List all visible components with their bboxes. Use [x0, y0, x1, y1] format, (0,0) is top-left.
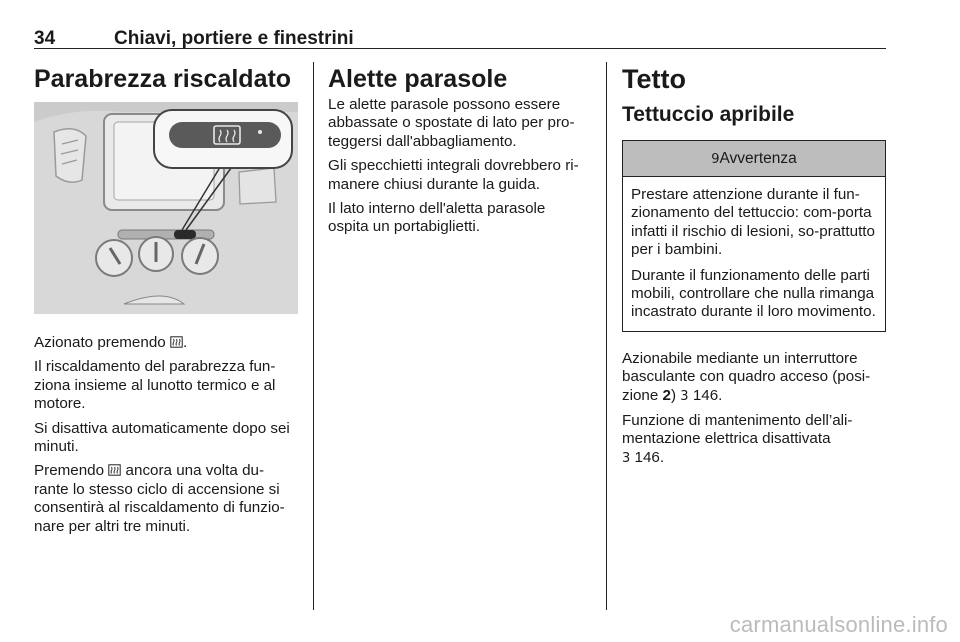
section-title-heated-windscreen: Parabrezza riscaldato: [34, 65, 292, 93]
paragraph-visors: Le alette parasole possono essere abbassate o spostate di lato per pro-teggersi dall'abbagliamento.: [328, 96, 575, 150]
warning-label: Avvertenza: [719, 150, 797, 167]
warning-body: [623, 177, 885, 331]
subsection-title-sunroof: Tettuccio apribile: [622, 103, 795, 126]
paragraph-operation: Azionabile mediante un interruttore basculante con quadro acceso (posi-zione 2) 3 146.: [622, 349, 871, 404]
section-title-roof: Tetto: [622, 64, 686, 94]
warning-header: [623, 141, 885, 177]
page-reference-link[interactable]: 146.: [692, 386, 723, 404]
warning-paragraph: Durante il funzionamento delle parti mobili, controllare che nulla rimanga incastrato durante il loro movimento.: [631, 266, 876, 321]
paragraph-mirrors: Gli specchietti integrali dovrebbero ri-manere chiusi durante la guida.: [328, 157, 579, 193]
paragraph-description: Il riscaldamento del parabrezza fun-ziona insieme al lunotto termico e al motore.: [34, 358, 276, 413]
heated-windscreen-icon: [108, 464, 121, 476]
paragraph-retained-power: Funzione di mantenimento dell’ali-mentazione elettrica disattivata 3 146.: [622, 412, 853, 466]
heated-windscreen-icon: [170, 336, 183, 348]
paragraph-activation: Azionato premendo .: [34, 334, 188, 351]
column-roof: [622, 66, 886, 474]
column-divider: [606, 62, 607, 610]
column-heated-windscreen: [34, 66, 298, 542]
warning-paragraph: Prestare attenzione durante il fun-zionamento del tettuccio: com-porta infatti il rischio di lesioni, so-prattutto per i bambini.: [631, 186, 875, 259]
warning-triangle-icon: 9: [711, 152, 720, 167]
page-reference-link[interactable]: 146.: [634, 448, 665, 466]
chapter-title: Chiavi, portiere e finestrini: [114, 28, 354, 49]
column-divider: [313, 62, 314, 610]
page-header: [34, 18, 886, 49]
paragraph-ticket-holder: Il lato interno dell'aletta parasole ospita un portabiglietti.: [328, 200, 546, 236]
column-sun-visors: [328, 66, 590, 243]
dashboard-illustration: [34, 102, 298, 314]
page-number: 34: [34, 28, 56, 49]
warning-box: [622, 140, 886, 332]
watermark: carmanualsonline.info: [729, 612, 948, 637]
paragraph-auto-off: Si disattiva automaticamente dopo sei minuti.: [34, 419, 290, 456]
page-reference-arrow-icon: 3: [622, 450, 631, 466]
page-reference-arrow-icon: 3: [680, 388, 689, 404]
section-title-sun-visors: Alette parasole: [328, 65, 508, 93]
paragraph-extend: Premendo ancora una volta du-rante lo stesso ciclo di accensione si consentirà al riscaldamento di funzio-nare per altri tre minuti.: [34, 462, 285, 535]
